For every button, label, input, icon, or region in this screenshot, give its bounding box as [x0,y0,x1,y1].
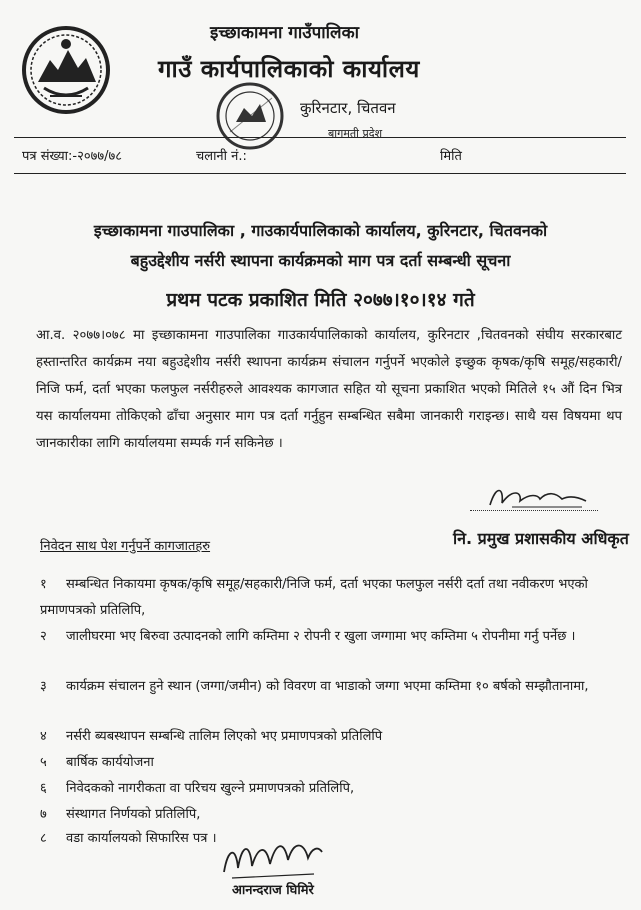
item-number: ८ [40,831,47,846]
office-address: कुरिनटार, चितवन [300,99,396,117]
org-name: इच्छाकामना गाउँपालिका [210,23,360,43]
document-item [40,724,382,750]
item-number: ५ [40,755,47,770]
required-documents-heading: निवेदन साथ पेश गर्नुपर्ने कागजातहरु [40,539,211,554]
signature-line [470,510,598,511]
item-number: ४ [40,729,47,744]
officer-title: नि. प्रमुख प्रशासकीय अधिकृत [453,529,629,548]
province-name: बागमती प्रदेश [328,127,383,140]
item-text: निवेदकको नागरीकता वा परिचय खुल्ने प्रमाणपत्रको प्रतिलिपि, [66,781,355,796]
item-text: जालीघरमा भए बिरुवा उत्पादनको लागि कम्तिमा २ रोपनी र खुला जग्गामा भए कम्तिमा ५ रोपनीमा गर्नु पर्नेछ । [66,629,576,644]
item-text: वडा कार्यालयको सिफारिस पत्र । [66,831,217,846]
item-number: २ [40,629,47,644]
signer-name: आनन्दराज घिमिरे [232,883,314,898]
header-rule-bottom [14,173,626,174]
notice-heading-line-2: बहुउद्देशीय नर्सरी स्थापना कार्यक्रमको माग पत्र दर्ता सम्बन्धी सूचना [130,251,511,270]
item-text: संस्थागत निर्णयको प्रतिलिपि, [66,807,201,822]
notice-heading-line-1: इच्छाकामना गाउपालिका , गाउकार्यपालिकाको कार्यालय, कुरिनटार, चितवनको [93,221,548,240]
item-number: ७ [40,807,47,822]
document-item [40,572,630,624]
document-item [40,750,154,776]
notice-body: आ.व. २०७७।०७८ मा इच्छाकामना गाउपालिका गाउकार्यपालिकाको कार्यालय, कुरिनटार ,चितवनको संघीय सरकारबाट हस्तान्तरित कार्यक्रम नया बहुउद्देशीय नर्सरी स्थापना कार्यक्रम संचालन गर्नुपर्ने भएकोले इच्छुक कृषक/कृषि समूह/सहकारी/निजि फर्म, दर्ता भएका फलफुल नर्सरीहरुले आवश्यक कागजात सहित यो सूचना प्रकाशित भएको मितिले १५ औं दिन भित्र यस कार्यालयमा तोकिएको ढाँचा अनुसार माग पत्र दर्ता गर्नुहुन सम्बन्धित सबैमा जानकारी गराइन्छ। साथै यस विषयमा थप जानकारीका लागि कार्यालयमा सम्पर्क गर्न सकिनेछ । [36,328,622,451]
item-text: कार्यक्रम संचालन हुने स्थान (जग्गा/जमीन) को विवरण वा भाडाको जग्गा भएमा कम्तिमा १० बर्षको सम्झौतानामा, [66,679,589,694]
item-text: सम्बन्धित निकायमा कृषक/कृषि समूह/सहकारी/निजि फर्म, दर्ता भएका फलफुल नर्सरी दर्ता तथा नवीकरण भएको प्रमाणपत्रको प्रतिलिपि, [40,577,588,618]
dispatch-number: चलानी नं.: [196,149,247,164]
document-item [40,802,200,828]
office-name: गाउँ कार्यपालिकाको कार्यालय [158,55,420,83]
document-item [40,624,630,650]
reference-number: पत्र संख्या:-२०७७/७८ [22,149,123,164]
date-label: मिति [440,149,462,164]
header-rule-top [14,137,626,138]
document-item [40,674,630,700]
item-text: नर्सरी ब्यबस्थापन सम्बन्धि तालिम लिएको भए प्रमाणपत्रको प्रतिलिपि [66,729,383,744]
document-item [40,826,217,852]
item-number: ६ [40,781,47,796]
item-number: १ [40,577,47,592]
nepal-emblem-icon [20,24,112,116]
publish-date: प्रथम पटक प्रकाशित मिति २०७७।१०।१४ गते [166,289,475,311]
item-number: ३ [40,679,47,694]
item-text: बार्षिक कार्ययोजना [66,755,154,770]
signer-signature-icon [218,828,328,888]
document-item [40,776,354,802]
